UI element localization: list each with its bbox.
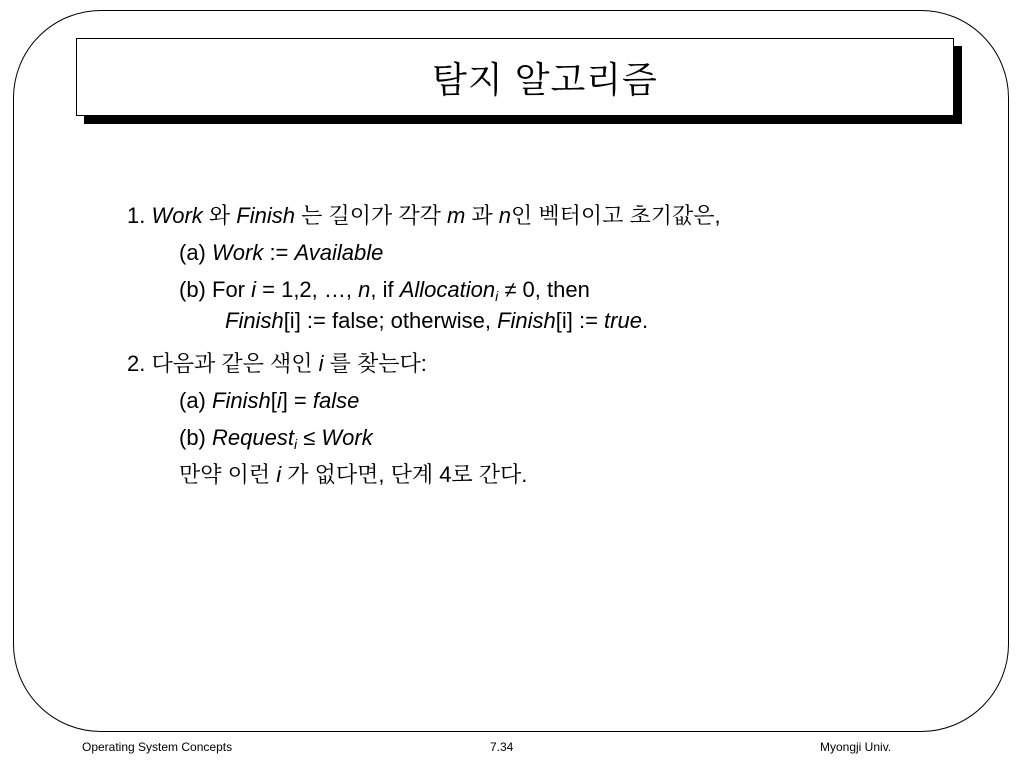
work-term: Work: [321, 425, 373, 450]
m-term: m: [446, 203, 466, 228]
text: 가 없다면, 단계 4로 간다.: [281, 462, 528, 487]
footer-university: Myongji Univ.: [820, 740, 892, 754]
text: ] =: [281, 388, 313, 413]
assign-op: :=: [263, 240, 295, 265]
available-term: Available: [294, 240, 384, 265]
text: = 1,2, …,: [256, 277, 359, 302]
text: [: [270, 388, 277, 413]
text: 는 길이가 각각: [294, 203, 447, 228]
text: 다음과 같은 색인: [145, 351, 319, 376]
text: 를 찾는다:: [323, 351, 427, 376]
text: , if: [370, 277, 400, 302]
text: 과: [465, 203, 499, 228]
i-term: i: [276, 388, 282, 413]
request-term: Request: [212, 425, 294, 450]
allocation-term: Allocation: [399, 277, 496, 302]
step1a-line: [127, 234, 977, 271]
step1a-label: (a): [179, 240, 212, 265]
text: ≠ 0, then: [498, 277, 590, 302]
text: 만약 이런: [179, 462, 277, 487]
text: 인 벡터이고 초기값은,: [511, 203, 721, 228]
step1b-continuation: [127, 302, 977, 339]
slide-title: 탐지 알고리즘: [432, 58, 658, 100]
work-term: Work: [151, 203, 203, 228]
step2b-label: (b): [179, 425, 212, 450]
finish-term: Finish: [236, 203, 295, 228]
step2-note: [127, 456, 977, 493]
step2a-label: (a): [179, 388, 212, 413]
step2-number: 2.: [127, 351, 146, 376]
title-box: [76, 38, 954, 116]
i-term: i: [251, 277, 257, 302]
n-term: n: [358, 277, 371, 302]
text: 와: [202, 203, 237, 228]
work-term: Work: [212, 240, 264, 265]
false-term: false: [312, 388, 360, 413]
i-term: i: [318, 351, 324, 376]
slide-content: [127, 197, 977, 493]
step1b-label: (b) For: [179, 277, 252, 302]
leq-op: ≤: [297, 425, 322, 450]
n-term: n: [498, 203, 512, 228]
step1-number: 1.: [127, 203, 146, 228]
footer-course: Operating System Concepts: [82, 740, 233, 754]
finish-term: Finish: [497, 308, 556, 333]
step2a-line: [127, 382, 977, 419]
footer-page-number: 7.34: [490, 740, 514, 754]
step1-line: [127, 197, 977, 234]
finish-term: Finish: [212, 388, 271, 413]
text: [i] := false; otherwise,: [283, 308, 498, 333]
step2-line: [127, 345, 977, 382]
text: [i] :=: [555, 308, 605, 333]
allocation-subscript: i: [495, 288, 499, 304]
text: .: [641, 308, 649, 333]
finish-term: Finish: [225, 308, 284, 333]
request-subscript: i: [293, 436, 298, 452]
true-term: true: [604, 308, 642, 333]
i-term: i: [276, 462, 282, 487]
step2b-line: [127, 419, 977, 456]
